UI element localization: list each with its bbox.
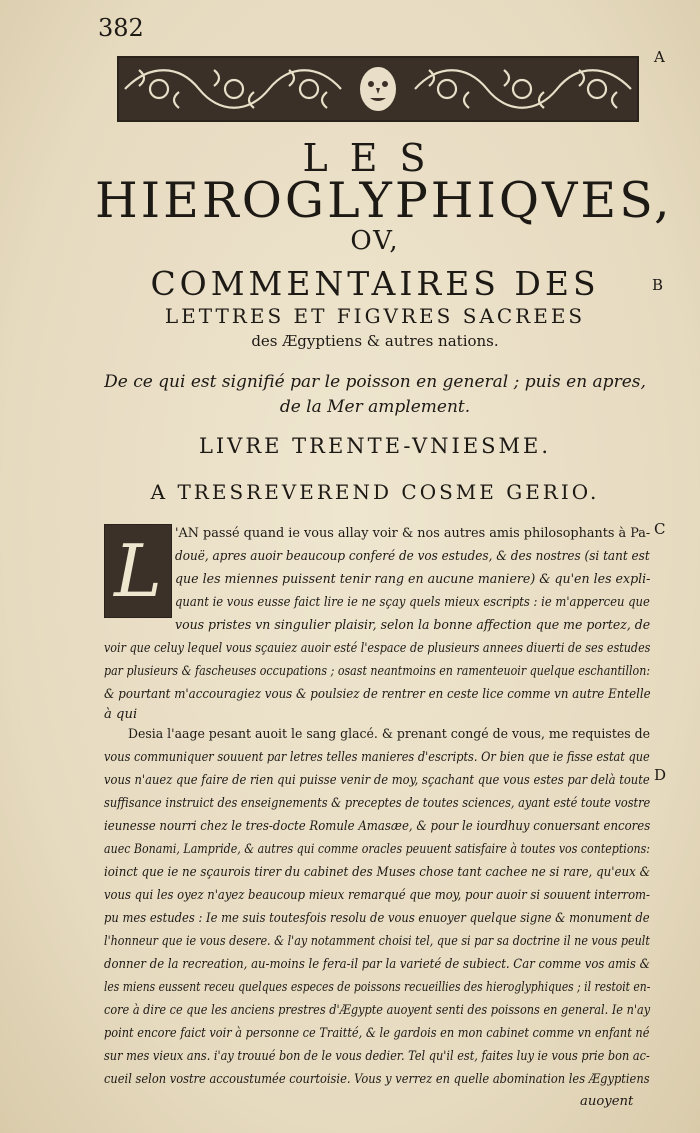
body-line: vous pristes vn singulier plaisir, selon la bonne affection que me portez, de <box>175 618 651 633</box>
title-ou: OV, <box>350 226 400 256</box>
margin-letter-c: C <box>654 520 666 538</box>
margin-letter-d: D <box>654 766 667 784</box>
body-line: & pourtant m'accouragiez vous & poulsiez de rentrer en ceste lice comme vn autre Entelle <box>104 687 651 702</box>
body-line: vous communiquer souuent par letres telles manieres d'escripts. Or bien que ie fisse estat que <box>104 750 650 765</box>
body-line: Desia l'aage pesant auoit le sang glacé. & prenant congé de vous, me requistes de <box>128 727 650 742</box>
body-line: auec Bonami, Lampride, & autres qui comme oracles peuuent satisfaire à toutes vos conteptions: <box>104 842 650 857</box>
body-line: suffisance instruict des enseignements & preceptes de toutes sciences, ayant esté toute vostre <box>104 796 651 811</box>
body-line: core à dire ce que les anciens prestres d'Ægypte auoyent senti des poissons en general. Ie n'ay <box>104 1003 651 1018</box>
body-line: les miens eussent receu quelques especes de poissons recueillies des hieroglyphiques ; il restoit en- <box>104 980 651 995</box>
body-line: sur mes vieux ans. i'ay trouué bon de le vous dedier. Tel qu'il est, faites luy ie vous prie bon ac- <box>104 1049 650 1064</box>
title-nations: des Ægyptiens & autres nations. <box>251 332 499 350</box>
title-commentaires: COMMENTAIRES DES <box>150 264 600 303</box>
decorated-initial <box>104 524 172 618</box>
body-line: quant ie vous eusse faict lire ie ne sçay quels mieux escripts : ie m'apperceu que <box>175 595 650 610</box>
body-line: que les miennes puissent tenir rang en aucune maniere) & qu'en les expli- <box>175 572 651 587</box>
body-line: ioinct que ie ne sçaurois tirer du cabinet des Muses chose tant cachee ne si rare, qu'eux & <box>104 865 651 880</box>
title-lettres: LETTRES ET FIGVRES SACREES <box>164 304 586 328</box>
body-line: pu mes estudes : Ie me suis toutesfois resolu de vous enuoyer quelque signe & monument de <box>104 911 650 926</box>
body-line: voir que celuy lequel vous sçauiez auoir esté l'espace de plusieurs annees diuerti de ses estudes <box>104 641 651 656</box>
body-line: à qui <box>104 707 138 722</box>
body-line: point encore faict voir à personne ce Traitté, & le gardois en mon cabinet comme vn enfant né <box>104 1026 650 1041</box>
body-line: 'AN passé quand ie vous allay voir & nos autres amis philosophants à Pa- <box>175 526 651 541</box>
margin-letter-b: B <box>652 276 664 294</box>
title-les: LES <box>302 136 448 180</box>
body-line: vous qui les oyez n'ayez beaucoup mieux remarqué que moy, pour auoir si souuent interrom- <box>104 888 650 903</box>
catchword: auoyent <box>580 1094 634 1109</box>
chapter-description <box>95 370 655 420</box>
body-line: cueil selon vostre accoustumée courtoisie. Vous y verrez en quelle abomination les Ægyptiens <box>104 1072 650 1087</box>
body-line: douë, apres auoir beaucoup conferé de vos estudes, & des nostres (si tant est <box>175 549 650 564</box>
body-line: par plusieurs & fascheuses occupations ; osast neantmoins en ramenteuoir quelque eschantillon: <box>104 664 651 679</box>
description-line-2: de la Mer amplement. <box>279 397 471 417</box>
body-line: vous n'auez que faire de rien qui puisse venir de moy, sçachant que vous estes par delà toute <box>104 773 650 788</box>
page-number: 382 <box>98 14 144 42</box>
dedication-heading: A TRESREVEREND COSME GERIO. <box>150 480 600 504</box>
title-main: HIEROGLYPHIQVES, <box>95 172 673 229</box>
decorative-headpiece-ornament <box>117 56 639 122</box>
body-line: ieunesse nourri chez le tres-docte Romule Amasæe, & pour le iourdhuy conuersant encores <box>104 819 651 834</box>
margin-letter-a: A <box>654 48 665 66</box>
body-line: l'honneur que ie vous desere. & l'ay notamment choisi tel, que si par sa doctrine il ne vous peult <box>104 934 650 949</box>
book-heading: LIVRE TRENTE-VNIESME. <box>198 434 552 458</box>
body-line: donner de la recreation, au-moins le fera-il par la varieté de subiect. Car comme vos amis & <box>104 957 650 972</box>
description-line-1: De ce qui est signifié par le poisson en general ; puis en apres, <box>104 372 646 392</box>
initial-letter: L <box>114 529 162 613</box>
